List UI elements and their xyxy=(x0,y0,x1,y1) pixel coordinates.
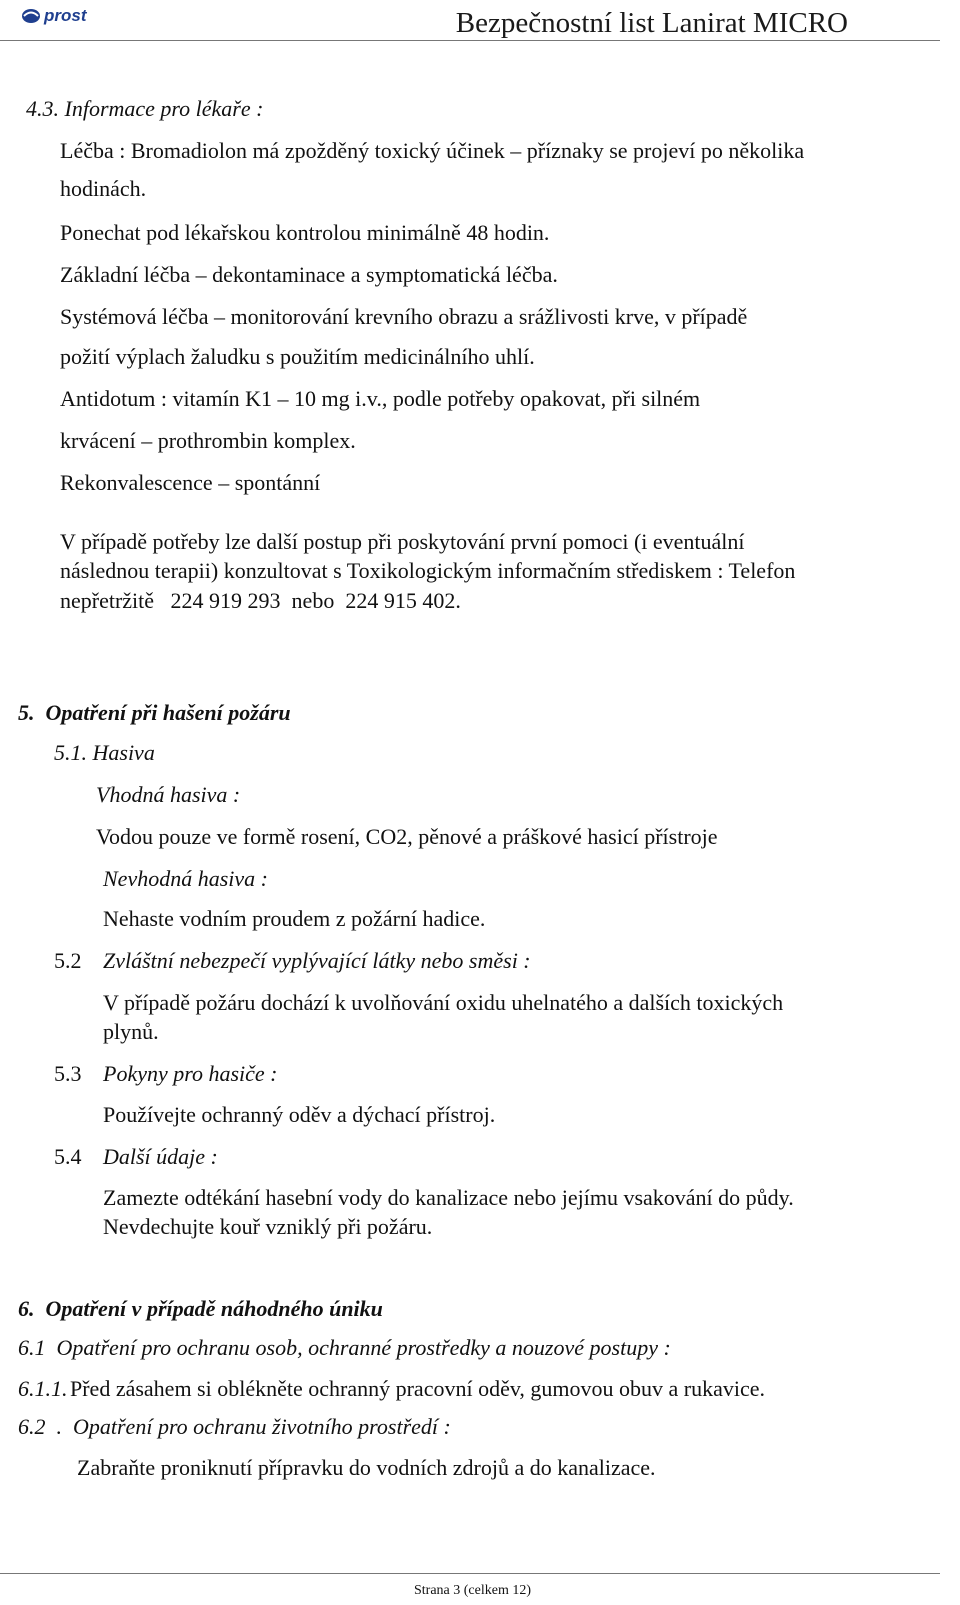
section-5-heading: 5. Opatření při hašení požáru xyxy=(18,700,291,725)
header-divider xyxy=(0,40,940,41)
section-6-1-1-number: 6.1.1. xyxy=(18,1376,68,1401)
section-5-2-number: 5.2 xyxy=(54,948,82,973)
section-5-2-line-1: V případě požáru dochází k uvolňování oxidu uhelnatého a dalších toxických xyxy=(103,990,784,1015)
section-6-1-heading: 6.1 Opatření pro ochranu osob, ochranné prostředky a nouzové postupy : xyxy=(18,1335,671,1360)
page-number: Strana 3 (celkem 12) xyxy=(414,1583,532,1598)
s4-3-line-8: krvácení – prothrombin komplex. xyxy=(60,428,356,453)
s4-3-line-4: Základní léčba – dekontaminace a symptomatická léčba. xyxy=(60,262,558,287)
s4-3-line-1: Léčba : Bromadiolon má zpožděný toxický účinek – příznaky se projeví po několika xyxy=(60,138,805,163)
section-6-1-1-text: Před zásahem si oblékněte ochranný pracovní oděv, gumovou obuv a rukavice. xyxy=(70,1376,766,1401)
toxicology-paragraph-line-2: následnou terapii) konzultovat s Toxikologickým informačním střediskem : Telefon xyxy=(60,558,796,583)
section-5-2-line-2: plynů. xyxy=(103,1019,159,1044)
suitable-extinguishers-label: Vhodná hasiva : xyxy=(96,782,241,807)
unsuitable-extinguishers-label: Nevhodná hasiva : xyxy=(103,866,268,891)
document-title: Bezpečnostní list Lanirat MICRO xyxy=(455,7,848,39)
section-5-4-number: 5.4 xyxy=(54,1144,82,1169)
s4-3-line-2: hodinách. xyxy=(60,176,147,201)
section-5-4-title: Další údaje : xyxy=(103,1144,218,1169)
section-5-2-title: Zvláštní nebezpečí vyplývající látky nebo směsi : xyxy=(103,948,531,973)
s4-3-line-6: požití výplach žaludku s použitím medicinálního uhlí. xyxy=(60,344,535,369)
toxicology-paragraph-line-1: V případě potřeby lze další postup při poskytování první pomoci (i eventuální xyxy=(60,529,745,554)
toxicology-paragraph-line-3: nepřetržitě 224 919 293 nebo 224 915 402. xyxy=(60,588,461,613)
unsuitable-extinguishers-text: Nehaste vodním proudem z požární hadice. xyxy=(103,906,486,931)
section-5-4-line-1: Zamezte odtékání hasební vody do kanalizace nebo jejímu vsakování do půdy. xyxy=(103,1185,794,1210)
s4-3-line-3: Ponechat pod lékařskou kontrolou minimálně 48 hodin. xyxy=(60,220,550,245)
s4-3-line-5: Systémová léčba – monitorování krevního obrazu a srážlivosti krve, v případě xyxy=(60,304,748,329)
section-4-3-heading: 4.3. Informace pro lékaře : xyxy=(26,96,264,121)
section-6-2-text: Zabraňte proniknutí přípravku do vodních zdrojů a do kanalizace. xyxy=(77,1455,656,1480)
section-5-1-heading: 5.1. Hasiva xyxy=(54,740,155,765)
section-5-3-title: Pokyny pro hasiče : xyxy=(103,1061,278,1086)
s4-3-line-7: Antidotum : vitamín K1 – 10 mg i.v., podle potřeby opakovat, při silném xyxy=(60,386,701,411)
section-6-2-heading: 6.2 . Opatření pro ochranu životního prostředí : xyxy=(18,1414,451,1439)
footer-divider xyxy=(0,1573,940,1574)
section-5-4-line-2: Nevdechujte kouř vzniklý při požáru. xyxy=(103,1214,433,1239)
svg-text:prost: prost xyxy=(44,6,87,25)
suitable-extinguishers-text: Vodou pouze ve formě rosení, CO2, pěnové a práškové hasicí přístroje xyxy=(96,824,718,849)
section-6-heading: 6. Opatření v případě náhodného úniku xyxy=(18,1296,383,1321)
s4-3-line-9: Rekonvalescence – spontánní xyxy=(60,470,321,495)
prost-logo xyxy=(20,4,146,26)
section-5-3-text: Používejte ochranný oděv a dýchací přístroj. xyxy=(103,1102,496,1127)
section-5-3-number: 5.3 xyxy=(54,1061,82,1086)
